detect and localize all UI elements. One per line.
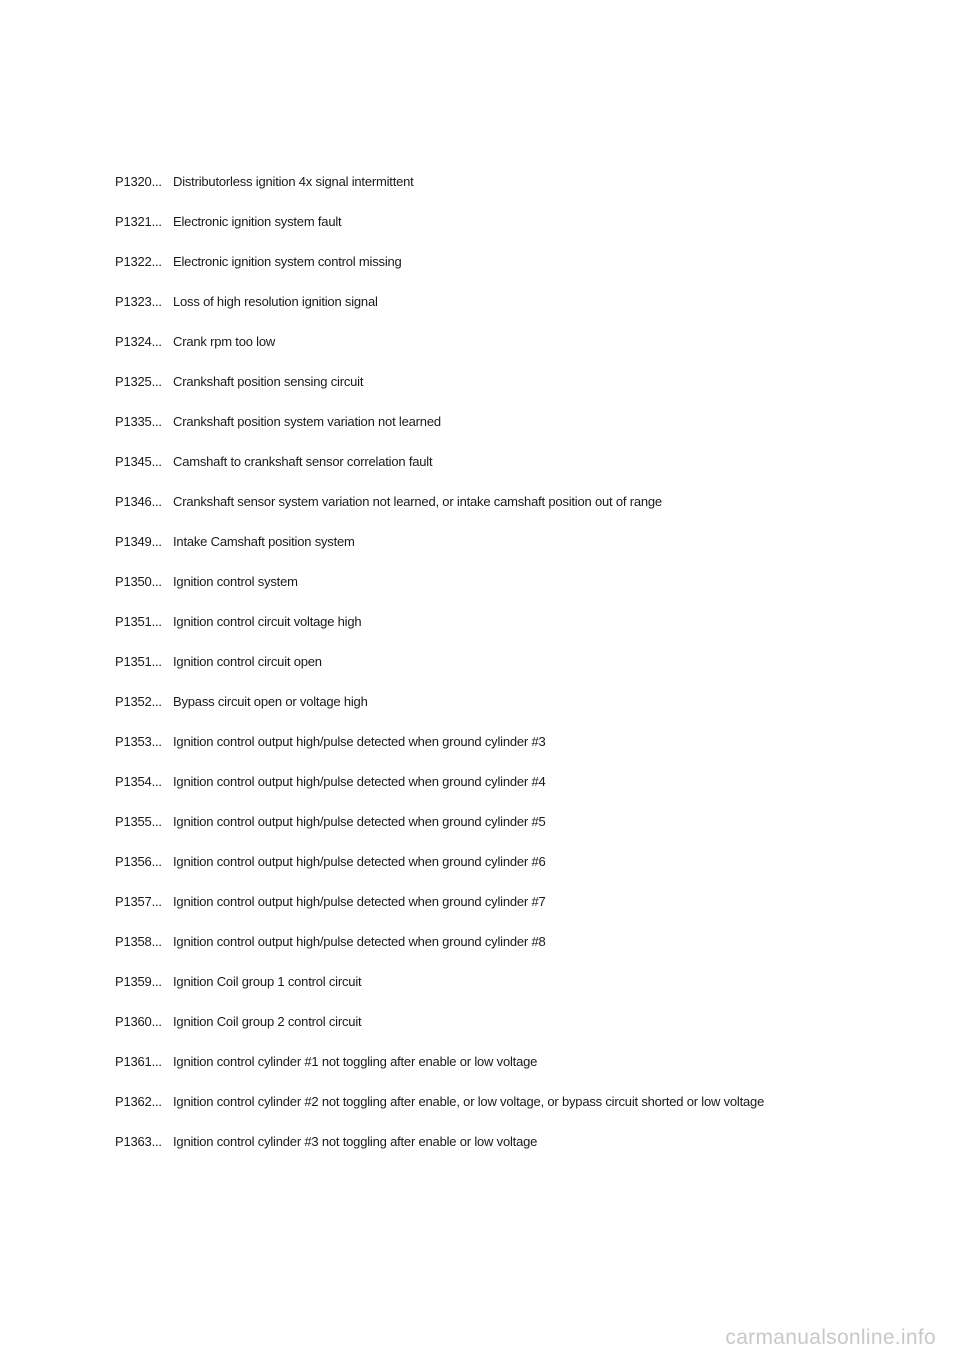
code-description: Ignition control cylinder #1 not toggling after enable or low voltage: [173, 1054, 538, 1069]
code-description: Bypass circuit open or voltage high: [173, 694, 368, 709]
trouble-code: P1323...: [115, 294, 162, 309]
code-entry: [115, 732, 835, 751]
trouble-code: P1362...: [115, 1094, 162, 1109]
trouble-code: P1320...: [115, 174, 162, 189]
trouble-code: P1357...: [115, 894, 162, 909]
code-description: Ignition control cylinder #2 not toggling after enable, or low voltage, or bypass circuit shorted or low voltage: [173, 1094, 765, 1109]
code-description: Ignition Coil group 1 control circuit: [173, 974, 362, 989]
code-description: Camshaft to crankshaft sensor correlation fault: [173, 454, 433, 469]
code-entry: [115, 1092, 835, 1111]
trouble-code: P1345...: [115, 454, 162, 469]
code-entry: [115, 812, 835, 831]
trouble-code: P1349...: [115, 534, 162, 549]
trouble-code: P1358...: [115, 934, 162, 949]
code-entry: [115, 292, 835, 311]
trouble-code: P1355...: [115, 814, 162, 829]
code-description: Ignition control output high/pulse detected when ground cylinder #5: [173, 814, 546, 829]
code-description: Loss of high resolution ignition signal: [173, 294, 378, 309]
code-description: Ignition control output high/pulse detected when ground cylinder #8: [173, 934, 546, 949]
code-entry: [115, 932, 835, 951]
code-entry: [115, 892, 835, 911]
code-entry: [115, 772, 835, 791]
code-entry: [115, 652, 835, 671]
code-entry: [115, 372, 835, 391]
code-entry: [115, 172, 835, 191]
code-entry: [115, 492, 835, 511]
trouble-code: P1322...: [115, 254, 162, 269]
trouble-code: P1321...: [115, 214, 162, 229]
code-description: Ignition control system: [173, 574, 298, 589]
code-description: Electronic ignition system fault: [173, 214, 342, 229]
code-description: Ignition control output high/pulse detected when ground cylinder #3: [173, 734, 546, 749]
code-description: Ignition control output high/pulse detected when ground cylinder #6: [173, 854, 546, 869]
code-description: Distributorless ignition 4x signal intermittent: [173, 174, 414, 189]
trouble-code: P1350...: [115, 574, 162, 589]
trouble-code: P1353...: [115, 734, 162, 749]
code-entry: [115, 572, 835, 591]
trouble-code: P1359...: [115, 974, 162, 989]
code-description: Ignition Coil group 2 control circuit: [173, 1014, 362, 1029]
code-entry: [115, 972, 835, 991]
code-entry: [115, 692, 835, 711]
code-description: Ignition control circuit voltage high: [173, 614, 362, 629]
trouble-code: P1360...: [115, 1014, 162, 1029]
code-description: Crankshaft sensor system variation not learned, or intake camshaft position out of range: [173, 494, 662, 509]
code-description: Ignition control output high/pulse detected when ground cylinder #7: [173, 894, 546, 909]
diagnostic-code-list: [115, 172, 835, 1172]
code-description: Ignition control cylinder #3 not toggling after enable or low voltage: [173, 1134, 538, 1149]
code-description: Crankshaft position system variation not learned: [173, 414, 441, 429]
code-entry: [115, 1012, 835, 1031]
code-description: Crankshaft position sensing circuit: [173, 374, 364, 389]
trouble-code: P1354...: [115, 774, 162, 789]
code-entry: [115, 412, 835, 431]
code-entry: [115, 1052, 835, 1071]
code-description: Electronic ignition system control missing: [173, 254, 402, 269]
code-description: Crank rpm too low: [173, 334, 276, 349]
trouble-code: P1325...: [115, 374, 162, 389]
code-entry: [115, 532, 835, 551]
trouble-code: P1361...: [115, 1054, 162, 1069]
trouble-code: P1352...: [115, 694, 162, 709]
trouble-code: P1363...: [115, 1134, 162, 1149]
code-entry: [115, 332, 835, 351]
code-description: Intake Camshaft position system: [173, 534, 355, 549]
trouble-code: P1351...: [115, 654, 162, 669]
code-entry: [115, 452, 835, 471]
site-watermark: carmanualsonline.info: [725, 1326, 936, 1349]
trouble-code: P1346...: [115, 494, 162, 509]
code-entry: [115, 852, 835, 871]
trouble-code: P1356...: [115, 854, 162, 869]
code-entry: [115, 1132, 835, 1151]
code-description: Ignition control output high/pulse detected when ground cylinder #4: [173, 774, 546, 789]
code-entry: [115, 212, 835, 231]
trouble-code: P1351...: [115, 614, 162, 629]
trouble-code: P1324...: [115, 334, 162, 349]
code-entry: [115, 252, 835, 271]
code-description: Ignition control circuit open: [173, 654, 322, 669]
trouble-code: P1335...: [115, 414, 162, 429]
code-entry: [115, 612, 835, 631]
